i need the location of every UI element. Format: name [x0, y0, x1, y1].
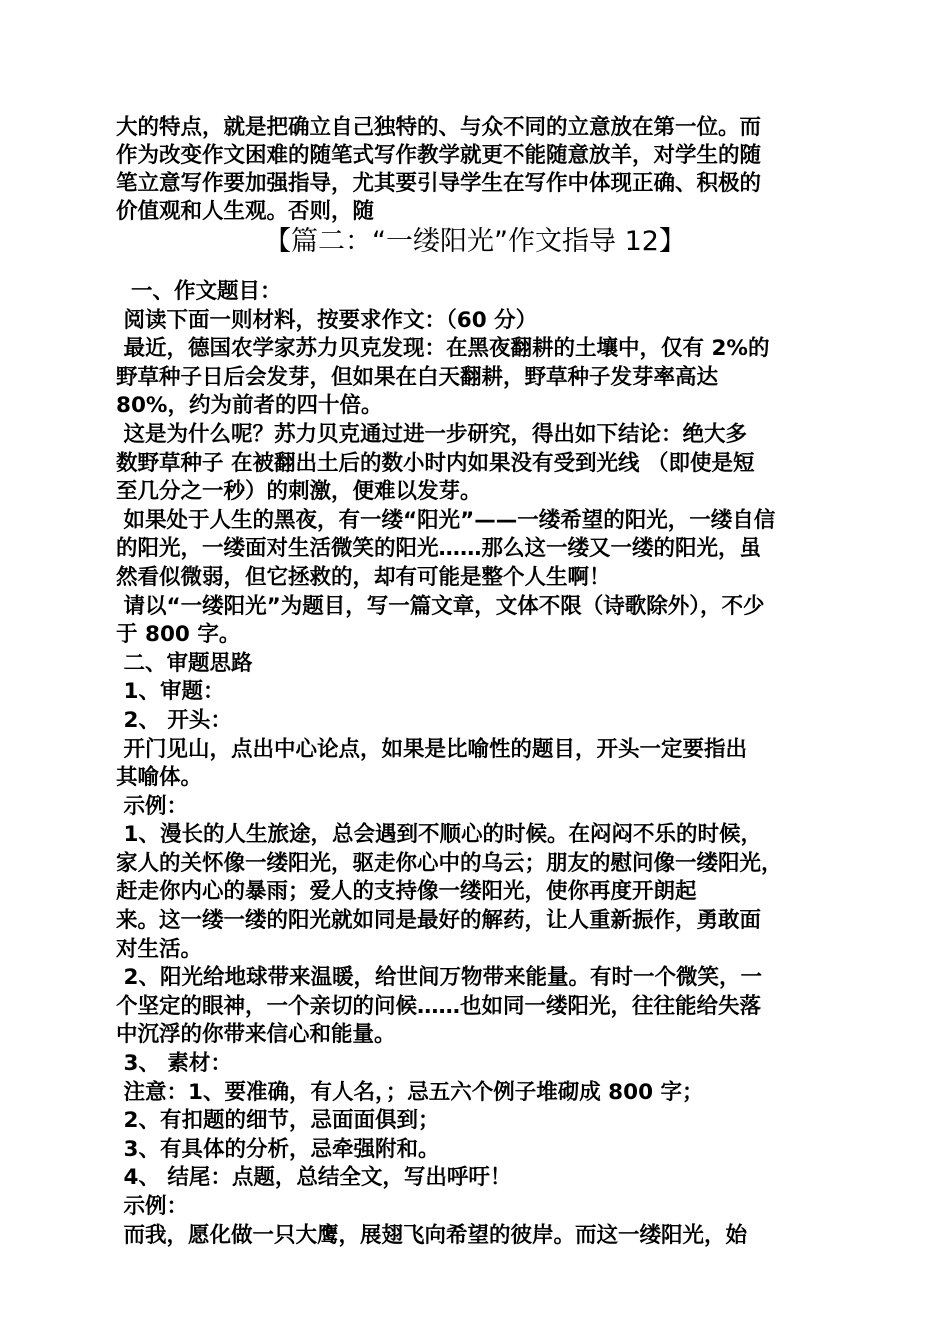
text-line: 然看似微弱，但它拯救的，却有可能是整个人生啊！ — [116, 564, 611, 590]
text-line: 最近，德国农学家苏力贝克发现：在黑夜翻耕的土壤中，仅有 2%的 — [116, 336, 770, 362]
text-line: 阅读下面一则材料，按要求作文：（60 分） — [116, 307, 538, 333]
text-line: 的阳光，一缕面对生活微笑的阳光……那么这一缕又一缕的阳光，虽 — [116, 536, 762, 562]
text-line: 家人的关怀像一缕阳光，驱走你心中的乌云；朋友的慰问像一缕阳光， — [116, 850, 783, 876]
text-line: 笔立意写作要加强指导，尤其要引导学生在写作中体现正确、积极的 — [116, 171, 762, 196]
text-line: 对生活。 — [116, 936, 203, 962]
text-line: 开门见山，点出中心论点，如果是比喻性的题目，开头一定要指出 — [116, 736, 747, 762]
text-line: 注意：1、要准确，有人名，；忌五六个例子堆砌成 800 字； — [116, 1079, 704, 1105]
section-heading: 【篇二：“一缕阳光”作文指导 12】 — [264, 226, 686, 257]
body-text — [116, 278, 844, 1250]
text-line: 而我，愿化做一只大鹰，展翅飞向希望的彼岸。而这一缕阳光，始 — [116, 1222, 747, 1248]
text-line: 个坚定的眼神，一个亲切的问候……也如同一缕阳光，往往能给失落 — [116, 993, 762, 1019]
text-line: 数野草种子 在被翻出土后的数小时内如果没有受到光线 （即使是短 — [116, 450, 755, 476]
text-line: 1、漫长的人生旅途，总会遇到不顺心的时候。在闷闷不乐的时候， — [116, 822, 762, 848]
text-line: 请以“一缕阳光”为题目，写一篇文章，文体不限（诗歌除外），不少 — [116, 593, 765, 619]
text-line: 2、 开头： — [116, 707, 232, 733]
text-line: 示例： — [116, 793, 188, 819]
text-line: 中沉浮的你带来信心和能量。 — [116, 1022, 396, 1048]
text-line: 3、 素材： — [116, 1051, 232, 1077]
text-line: 80%，约为前者的四十倍。 — [116, 393, 383, 419]
text-line: 如果处于人生的黑夜，有一缕“阳光”——一缕希望的阳光，一缕自信 — [116, 507, 776, 533]
text-line: 大的特点，就是把确立自己独特的、与众不同的立意放在第一位。而 — [116, 115, 762, 140]
text-line: 于 800 字。 — [116, 622, 241, 648]
text-line: 赶走你内心的暴雨；爱人的支持像一缕阳光，使你再度开朗起 — [116, 879, 697, 905]
text-line: 2、有扣题的细节，忌面面俱到； — [116, 1108, 440, 1134]
text-line: 其喻体。 — [116, 765, 203, 791]
text-line: 这是为什么呢？苏力贝克通过进一步研究，得出如下结论：绝大多 — [116, 421, 747, 447]
text-line: 价值观和人生观。否则，随 — [116, 199, 375, 224]
text-line: 至几分之一秒）的刺激，便难以发芽。 — [116, 479, 482, 505]
text-line: 4、 结尾：点题，总结全文，写出呼吁！ — [116, 1165, 512, 1191]
text-line: 示例： — [116, 1194, 188, 1219]
text-line: 来。这一缕一缕的阳光就如同是最好的解药，让人重新振作，勇敢面 — [116, 908, 762, 934]
text-line: 3、有具体的分析，忌牵强附和。 — [116, 1136, 440, 1162]
section-title: 一、作文题目： — [116, 279, 282, 304]
section-title: 二、审题思路 — [116, 650, 253, 676]
text-line: 作为改变作文困难的随笔式写作教学就更不能随意放羊，对学生的随 — [116, 143, 762, 168]
text-line: 1、审题： — [116, 679, 225, 705]
intro-paragraph — [116, 114, 844, 226]
text-line: 野草种子日后会发芽，但如果在白天翻耕，野草种子发芽率高达 — [116, 364, 719, 390]
text-line: 2、阳光给地球带来温暖，给世间万物带来能量。有时一个微笑，一 — [116, 965, 762, 991]
